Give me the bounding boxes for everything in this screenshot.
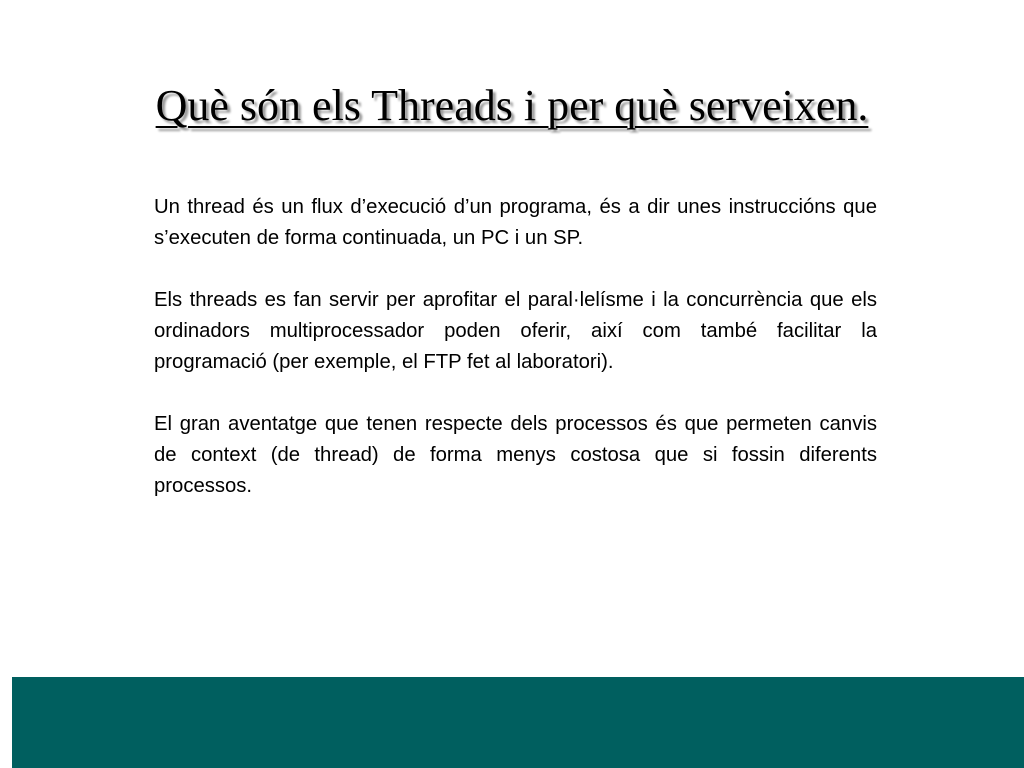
- footer-band: [12, 677, 1024, 768]
- slide-title: Què són els Threads i per què serveixen.: [155, 81, 869, 130]
- paragraph-thread-uses: Els threads es fan servir per aprofitar el paral·lelísme i la concurrència que els ordinadors multiprocessador poden oferir, així com també facilitar la programació (per exemple, el FTP fet al laboratori).: [154, 289, 877, 373]
- paragraph-thread-advantage: El gran aventatge que tenen respecte dels processos és que permeten canvis de context (de thread) de forma menys costosa que si fossin diferents processos.: [154, 413, 877, 497]
- paragraph-thread-definition: Un thread és un flux d’execució d’un programa, és a dir unes instruccións que s’executen de forma continuada, un PC i un SP.: [154, 196, 877, 249]
- slide-body: [154, 192, 877, 533]
